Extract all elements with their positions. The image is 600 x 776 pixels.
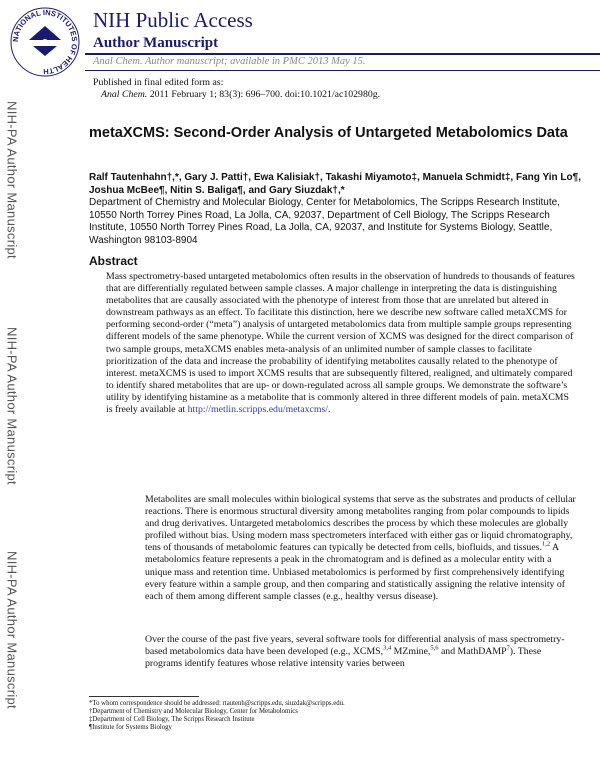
footnote-correspondence: *To whom correspondence should be addressed: rtautenh@scripps.edu, siuzdak@scripps.edu. (89, 700, 345, 707)
affiliations: Department of Chemistry and Molecular Biology, Center for Metabolomics, The Scripps Research Institute, 10550 North Torrey Pines Road, La Jolla, CA, 92037, Department of Cell Biology, The Scripps Research Institute, 10550 North Torrey Pines Road, La Jolla, CA, 92037, and Institute for Systems Biology, Seattle, Washington 98103-8904 (89, 197, 560, 246)
publication-info (93, 77, 380, 101)
footnote-affil-1: †Department of Chemistry and Molecular Biology, Center for Metabolomics (89, 708, 298, 715)
footnote-rule (89, 696, 199, 697)
public-access-title: NIH Public Access (93, 8, 253, 32)
reference[interactable]: 5,6 (430, 644, 439, 652)
citation (93, 89, 380, 101)
published-label: Published in final edited form as: (93, 77, 224, 88)
sidebar-label-1: NIH-PA Author Manuscript (4, 101, 20, 259)
abstract-text: Mass spectrometry-based untargeted metabolomics often results in the observation of hundreds to thousands of features that are differentially regulated between sample classes. A major challenge in interpreting the data is distinguishing metabolites that are causally associated with the phenotype of interest from those that are unrelated but altered in downstream pathways as an effect. To facilitate this distinction, here we describe new software called metaXCMS for performing second-order (“meta”) analysis of untargeted metabolomics data from multiple sample groups representing different models of the same phenotype. While the current version of XCMS was designed for the direct comparison of two sample groups, metaXCMS enables meta-analysis of an unlimited number of sample classes to facilitate prioritization of the data and increase the probability of identifying metabolites causally related to the phenotype of interest. metaXCMS is used to import XCMS results that are subsequently filtered, realigned, and ultimately compared to identify shared metabolites that are up- or down-regulated across all sample groups. We demonstrate the software’s utility by identifying histamine as a metabolite that is commonly altered in three different models of pain. metaXCMS is freely available at http://metlin.scripps.edu/metaxcms/. (106, 271, 575, 416)
reference[interactable]: 7 (506, 644, 510, 652)
body-paragraph-2: Over the course of the past five years, several software tools for differential analysis of mass spectrometry-based metabolomics data have been developed (e.g., XCMS,$^{3,4}$ MZmine,$^{5,6}$ and MathDAMP$^7$). These programs identify features whose relative intensity varies between (145, 634, 565, 670)
footnote-affil-2: ‡Department of Cell Biology, The Scripps Research Institute (89, 716, 255, 723)
nih-logo (9, 6, 81, 78)
author-manuscript-label: Author Manuscript (93, 35, 219, 51)
article-title: metaXCMS: Second-Order Analysis of Untargeted Metabolomics Data (89, 125, 568, 141)
header-rule-lower (85, 70, 600, 71)
availability-note: Anal Chem. Author manuscript; available in PMC 2013 May 15. (93, 56, 366, 67)
logo-text: NATIONAL INSTITUTES OF HEALTH (10, 7, 80, 77)
citation-details: 2011 February 1; 83(3): 696–700. doi:10.1021/ac102980g. (147, 89, 381, 100)
reference[interactable]: 1,2 (541, 541, 551, 549)
sidebar-label-3: NIH-PA Author Manuscript (4, 551, 20, 709)
reference[interactable]: 3,4 (383, 644, 392, 652)
metaxcms-link[interactable]: http://metlin.scripps.edu/metaxcms/ (187, 404, 329, 416)
sidebar-label-2: NIH-PA Author Manuscript (4, 327, 20, 485)
header-rule (85, 53, 600, 55)
footnote-affil-3: ¶Institute for Systems Biology (89, 724, 172, 731)
abstract-heading: Abstract (89, 254, 138, 268)
body-paragraph-1: Metabolites are small molecules within biological systems that serve as the substrates and products of cellular reactions. There is enormous structural diversity among metabolites ranging from polar compounds to lipids and drug derivatives. Untargeted metabolomics describes the process by which these molecules are globally profiled without bias. Using modern mass spectrometers interfaced with either gas or liquid chromatography, tens of thousands of metabolomic features can typically be detected from cells, biofluids, and tissues.$^{1,2}$ A metabolomics feature represents a peak in the chromatogram and is defined as a molecular entity with a unique mass and retention time. Unbiased metabolomics is performed by first comprehensively identifying every feature within a sample group, and then comparing and statistically assigning the relative intensity of each of them among different sample classes (e.g., healthy versus disease). (145, 494, 576, 602)
author-list: Ralf Tautenhahn†,*, Gary J. Patti†, Ewa Kalisiak†, Takashi Miyamoto‡, Manuela Schmidt‡, Fang Yin Lo¶, Joshua McBee¶, Nitin S. Baliga¶, and Gary Siuzdak†,* (89, 172, 581, 196)
citation-journal: Anal Chem. (101, 89, 148, 100)
